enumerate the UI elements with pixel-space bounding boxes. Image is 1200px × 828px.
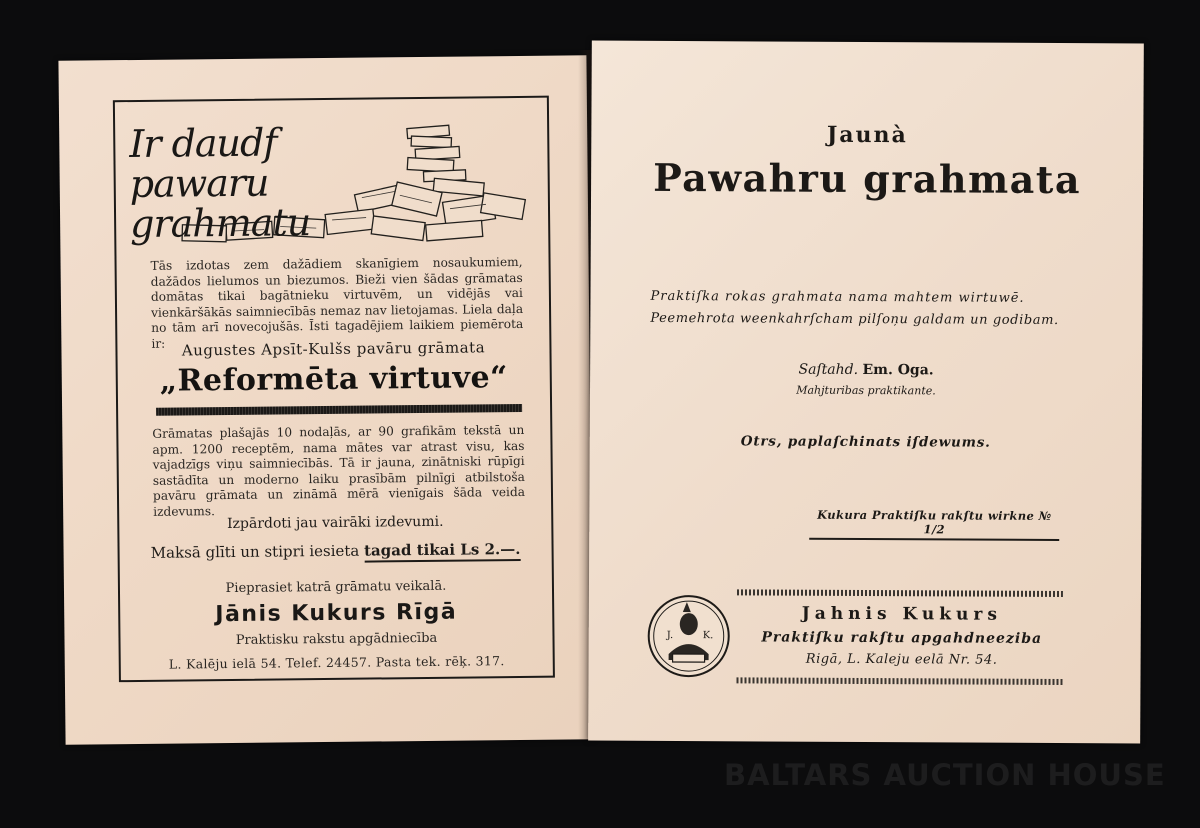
compiler-line <box>590 361 1142 380</box>
ad-book-author: Augustes Apsīt-Kulšs pavāru grāmata <box>181 338 486 360</box>
ad-divider <box>156 404 522 416</box>
ad-headline: Ir daudf pawaru grahmatu <box>129 120 311 247</box>
title-main: Pawahru grahmata <box>653 154 1082 203</box>
ad-order-note: Pieprasiet katrā grāmatu veikalā. <box>225 578 447 597</box>
series-note: Kukura Praktiſku rakſtu wirkne № 1/2 <box>809 508 1059 541</box>
ad-intro-text: Tās izdotas zem dažādiem skanīgiem nosaukumiem, dažādos lielumos un biezumos. Bieži vien šādas grāmatas domātas tikai bagātnieku virtuvēm, un vidējās vai vienkāršākās saimniecībās nemaz nav lietojamas. Liela daļa no tām arī novecojušās. Īsti tagadējiem laikiem piemērota ir: <box>150 254 524 351</box>
advertisement-frame <box>113 96 555 683</box>
publisher-rule-top <box>737 589 1063 597</box>
left-page <box>58 55 593 744</box>
ad-editions-note: Izpārdoti jau vairāki izdevumi. <box>226 513 444 533</box>
publisher-logo-icon <box>647 594 731 678</box>
ad-price-prefix: Maksā glīti un stipri iesieta <box>150 541 360 562</box>
logo-letter-j: J. <box>666 629 674 641</box>
ad-publisher-address: L. Kalēju ielā 54. Telef. 24457. Pasta tek. rēķ. 317. <box>168 653 505 672</box>
right-page <box>588 41 1144 744</box>
ad-publisher-name: Jānis Kukurs Rīgā <box>215 599 458 628</box>
ad-book-title: „Reformēta virtuve“ <box>159 360 509 399</box>
compiler-role: Mahjturibas praktikante. <box>796 383 936 398</box>
ad-price: tagad tikai Ls 2.—. <box>364 540 521 563</box>
subtitle-line-2: Peemehrota weenkahrſcham pilſoņu galdam un godibam. <box>650 310 1059 329</box>
compiler-name: Em. Oga. <box>862 361 934 379</box>
ad-publisher-subtitle: Praktisku rakstu apgādniecība <box>235 630 438 648</box>
publisher-subtitle: Praktiſku rakſtu apgahdneeziba <box>761 629 1043 647</box>
publisher-address: Rigā, L. Kaleju eelā Nr. 54. <box>805 651 998 668</box>
ad-description: Grāmatas plašajās 10 nodaļās, ar 90 grafikām tekstā un apm. 1200 receptēm, nama mātes var atrast visu, kas vajadzīgs viņu saimniecībās. Tā ir jauna, zinātniski rūpīgi sastādīta un moderno laiku prasībām pilnīgi atbilstoša pavāru grāmata un zināmā mērā vienīgais šāda veida izdevums. <box>152 422 526 519</box>
logo-letter-k: K. <box>702 630 714 642</box>
title-small: Jaunà <box>826 121 908 149</box>
subtitle-line-1: Praktiſka rokas grahmata nama mahtem wirtuwē. <box>650 288 1025 306</box>
ad-price-line <box>119 540 551 563</box>
edition-note: Otrs, paplaſchinats iſdewums. <box>740 433 991 451</box>
publisher-name: Jahnis Kukurs <box>801 603 1002 625</box>
auction-watermark: BALTARS AUCTION HOUSE <box>724 758 1166 792</box>
compiler-prefix: Saſtahd. <box>798 361 859 378</box>
publisher-rule-bottom <box>736 677 1062 685</box>
